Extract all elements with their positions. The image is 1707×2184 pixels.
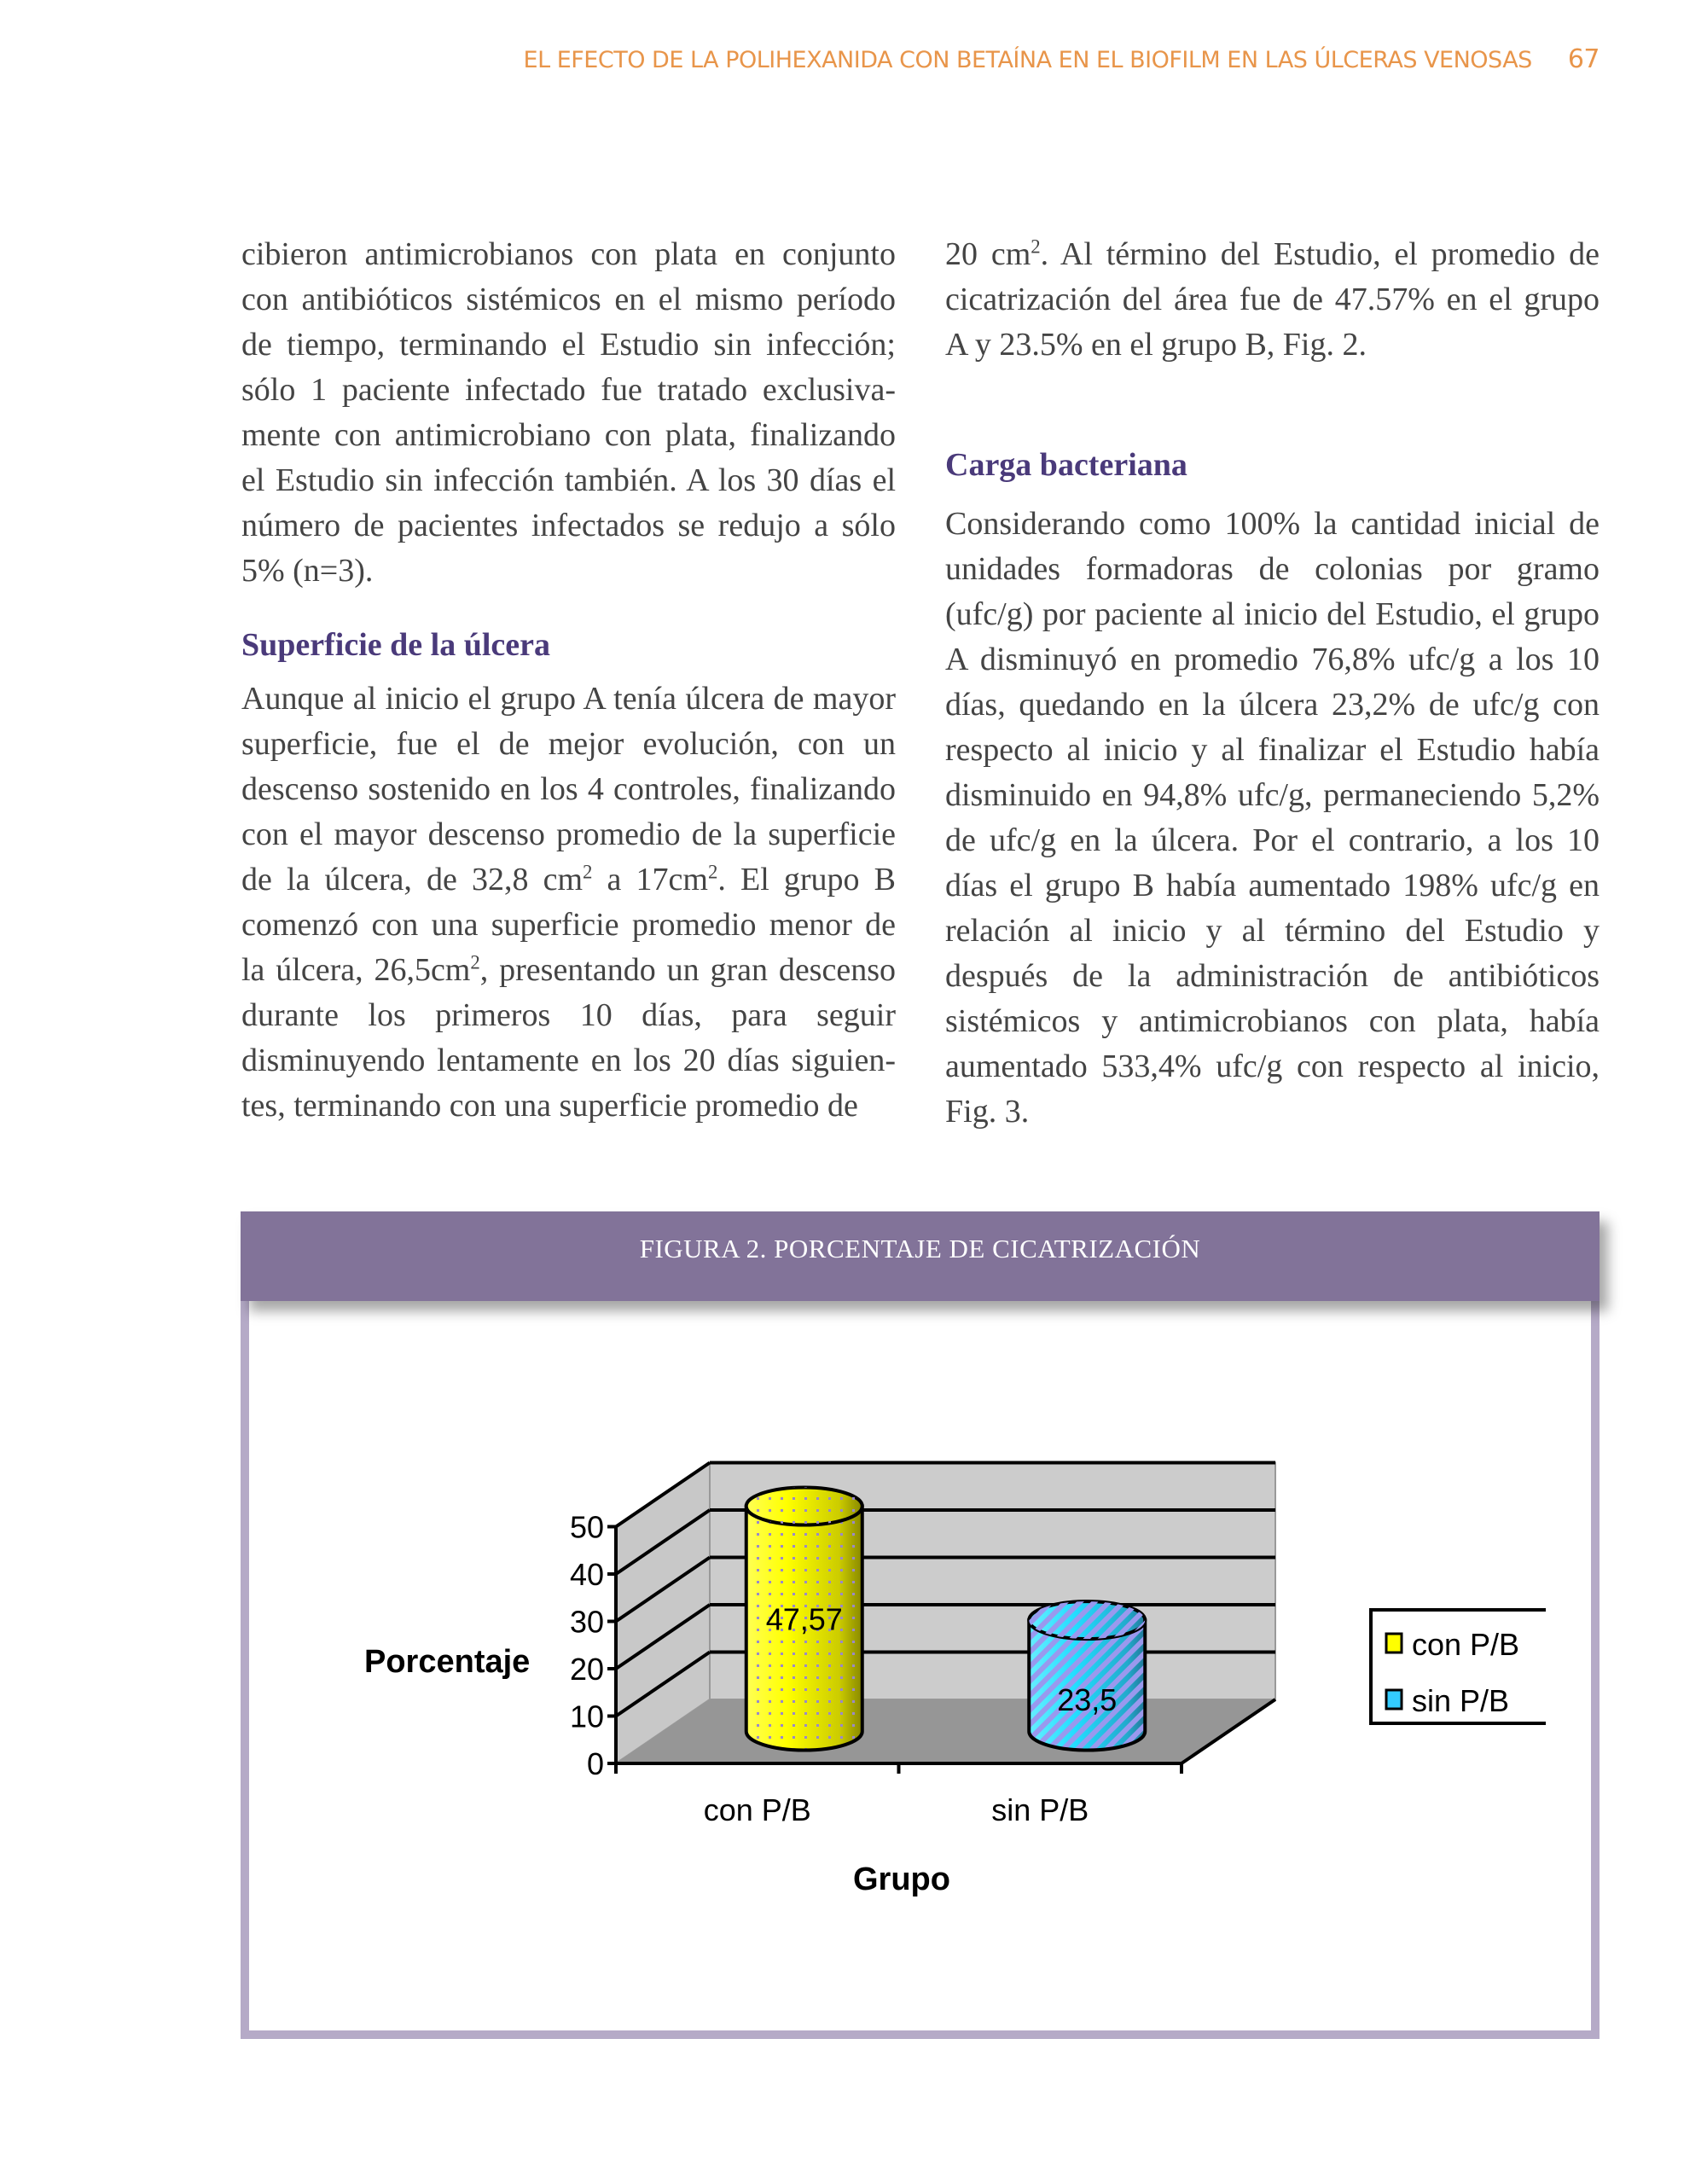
bar-sin — [1029, 1601, 1145, 1750]
section-heading-carga: Carga bacteriana — [945, 447, 1187, 483]
text-run: 20 cm — [945, 236, 1031, 272]
text-run: a 17cm — [592, 862, 708, 897]
text-run: Aunque al inicio el grupo A tenía úlcera de mayor superficie, fue el de mejor evolución, con un descenso sostenido en los 4 controles, finalizando con el mayor descenso promedio de la superficie de la úlcera, de 32,8 cm — [241, 681, 896, 897]
legend-label: con P/B — [1412, 1627, 1520, 1662]
paragraph: Considerando como 100% la cantidad inicial de unidades formadoras de colonias por gramo (ufc/g) por paciente al inicio del Estudio, el grupo A disminuyó en promedio 76,8% ufc/g a los 10 días, quedando en la úlcera 23,2% de ufc/g con respecto al inicio y al finalizar el Estudio había disminuido en 94,8% ufc/g, permaneciendo 5,2% de ufc/g en la úlcera. Por el contrario, a los 10 días el grupo B había aumentado 198% ufc/g en relación al inicio y al término del Estudio y después de la administración de antibióticos sistémicos y antimicrobianos con plata, había aumentado 533,4% ufc/g con respecto al inicio, Fig. 3. — [945, 506, 1600, 1130]
superscript: 2 — [707, 861, 718, 883]
y-tick-label: 50 — [569, 1509, 604, 1545]
x-tick-label: sin P/B — [991, 1792, 1089, 1827]
data-label: 47,57 — [765, 1601, 843, 1637]
paragraph: cibieron antimicrobianos con plata en conjunto con antibióticos sistémicos en el mismo período de tiempo, terminando el Estudio sin infección; sólo 1 paciente infectado fue tratado exclusivamente con antimicrobiano con plata, finalizando el Estudio sin infección también. A los 30 días el número de pacientes infectados se redujo a sólo 5% (n=3). — [241, 236, 896, 589]
superscript: 2 — [583, 861, 593, 883]
section-heading-superficie: Superficie de la úlcera — [241, 627, 550, 663]
legend-label: sin P/B — [1412, 1683, 1510, 1718]
chart-floor — [616, 1699, 1275, 1763]
bar-con — [746, 1487, 862, 1750]
legend-swatch — [1386, 1634, 1402, 1653]
x-tick-label: con P/B — [703, 1792, 811, 1827]
data-label: 23,5 — [1057, 1682, 1118, 1717]
y-tick-label: 30 — [569, 1604, 604, 1640]
page-number: 67 — [1567, 44, 1600, 74]
legend-swatch — [1386, 1690, 1402, 1709]
text-run: , presentando un gran descenso durante los primeros 10 días, para seguir disminuyendo lentamente en los 20 días siguientes, terminando con una superficie promedio de — [241, 952, 896, 1124]
y-tick-label: 20 — [569, 1652, 604, 1687]
figure-title: FIGURA 2. PORCENTAJE DE CICATRIZACIÓN — [639, 1233, 1201, 1263]
superscript: 2 — [470, 951, 480, 973]
y-tick-label: 10 — [569, 1699, 604, 1734]
y-axis-title: Porcentaje — [364, 1644, 531, 1680]
bar-top-pattern — [746, 1487, 862, 1525]
text-run: . Al término del Estudio, el promedio de cicatrización del área fue de 47.57% en el grupo A y 23.5% en el grupo B, Fig. 2. — [945, 236, 1600, 363]
y-tick-label: 40 — [569, 1557, 604, 1592]
y-tick-label: 0 — [586, 1746, 604, 1781]
text-run: . El grupo B comenzó con una superficie promedio menor de la úlcera, 26,5cm — [241, 862, 896, 988]
running-title: EL EFECTO DE LA POLIHEXANIDA CON BETAÍNA EN EL BIOFILM EN LAS ÚLCERAS VENOSAS — [523, 47, 1532, 73]
bar-top-pattern — [1029, 1601, 1145, 1639]
x-axis-title: Grupo — [853, 1862, 950, 1897]
superscript: 2 — [1031, 235, 1041, 258]
